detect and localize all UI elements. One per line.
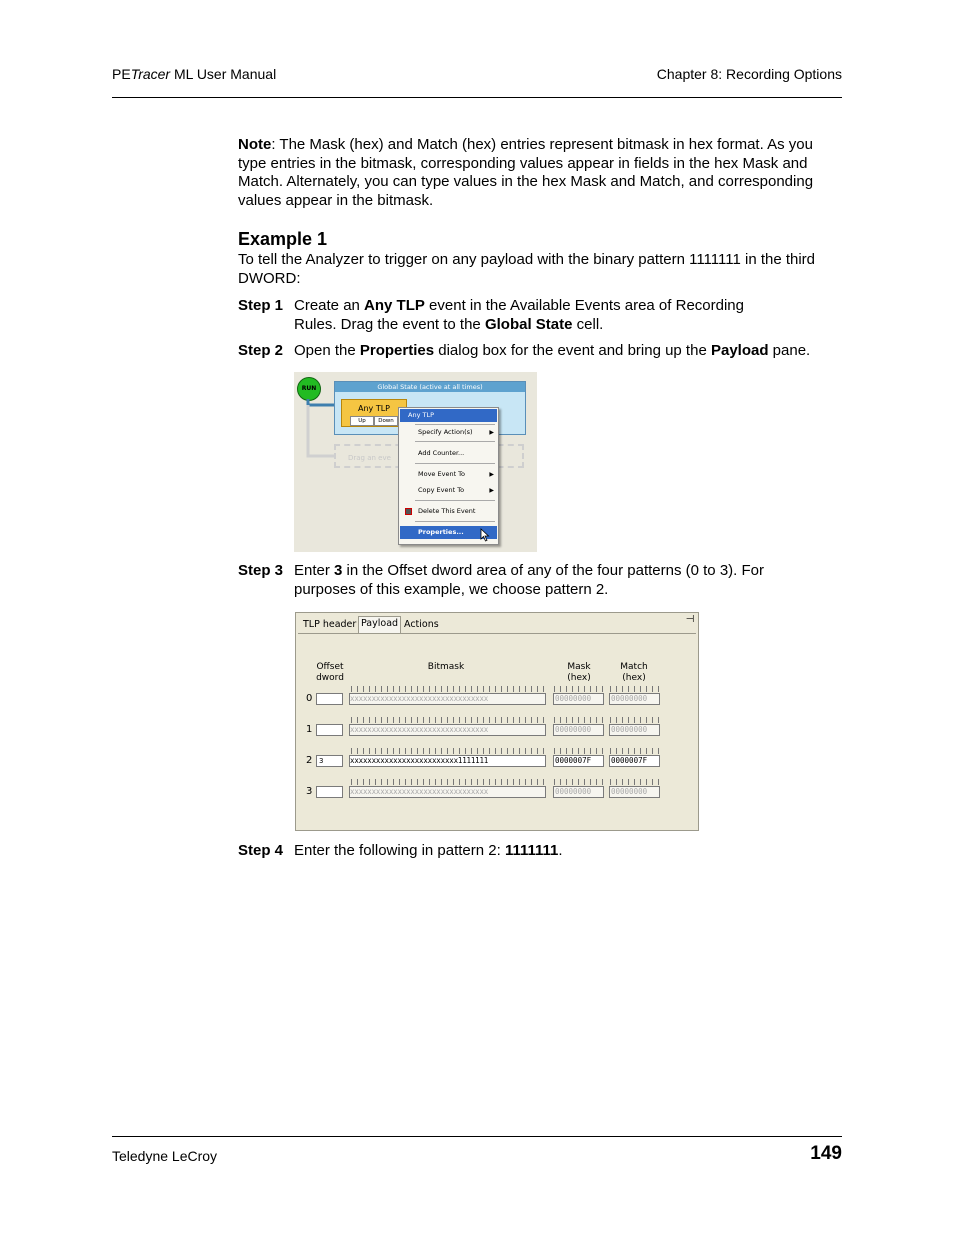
bitmask-ticks	[351, 748, 544, 754]
running-header-title: PETracer ML User Manual	[112, 66, 277, 82]
pattern-row-number: 1	[306, 724, 313, 735]
match-hex-input[interactable]: 00000000	[609, 693, 660, 705]
page-number: 149	[810, 1143, 842, 1164]
step-2-label: Step 2	[238, 342, 284, 359]
offset-dword-input[interactable]	[316, 786, 343, 798]
footer-rule	[112, 1136, 842, 1137]
submenu-arrow-icon: ▶	[489, 487, 494, 494]
offset-dword-input[interactable]: 3	[316, 755, 343, 767]
mask-ticks	[554, 779, 603, 785]
match-hex-input[interactable]: 00000000	[609, 724, 660, 736]
mask-ticks	[554, 748, 603, 754]
step-1-text: Create an Any TLP event in the Available Events area of Recording Rules. Drag the event to the Global State cell.	[294, 297, 744, 333]
pattern-row-number: 2	[306, 755, 313, 766]
step-4-label: Step 4	[238, 842, 284, 859]
any-tlp-label: Any TLP	[358, 404, 390, 413]
match-ticks	[610, 717, 659, 723]
tab-payload[interactable]: Payload	[358, 616, 401, 634]
mask-hex-input[interactable]: 0000007F	[553, 755, 604, 767]
running-header-chapter: Chapter 8: Recording Options	[656, 66, 842, 82]
menu-item-properties[interactable]: Properties...	[400, 526, 497, 539]
event-context-menu	[398, 407, 499, 545]
run-state-icon: RUN	[297, 377, 321, 401]
match-hex-input[interactable]: 0000007F	[609, 755, 660, 767]
down-link[interactable]: Down	[374, 416, 398, 426]
up-link[interactable]: Up	[350, 416, 374, 426]
bitmask-input[interactable]: xxxxxxxxxxxxxxxxxxxxxxxxx1111111	[349, 755, 546, 767]
menu-separator	[415, 424, 495, 425]
match-ticks	[610, 748, 659, 754]
bitmask-input[interactable]: xxxxxxxxxxxxxxxxxxxxxxxxxxxxxxxx	[349, 786, 546, 798]
footer-company: Teledyne LeCroy	[112, 1148, 218, 1164]
header-rule	[112, 97, 842, 98]
pattern-row-number: 3	[306, 786, 313, 797]
match-hex-input[interactable]: 00000000	[609, 786, 660, 798]
mask-ticks	[554, 686, 603, 692]
bitmask-ticks	[351, 779, 544, 785]
step-4-text: Enter the following in pattern 2: 1111111.	[294, 842, 563, 859]
step-3-label: Step 3	[238, 562, 284, 579]
drag-drop-placeholder: Drag an eve	[334, 444, 524, 468]
note-paragraph: Note: The Mask (hex) and Match (hex) entries represent bitmask in hex format. As you type entries in the bitmask, corresponding values appear in fields in the hex Mask and Match. Alternately, you can type values in the hex Mask and Match, and corresponding values appear in the bitmask.	[238, 136, 814, 209]
global-state-title: Global State (active at all times)	[335, 382, 525, 392]
menu-separator	[415, 500, 495, 501]
offset-dword-input[interactable]	[316, 693, 343, 705]
mask-hex-input[interactable]: 00000000	[553, 786, 604, 798]
mask-ticks	[554, 717, 603, 723]
example-heading: Example 1	[238, 229, 328, 249]
pin-icon[interactable]: ⊣	[685, 614, 695, 625]
tab-actions[interactable]: Actions	[404, 619, 439, 630]
mouse-cursor-icon	[480, 528, 490, 542]
delete-icon	[405, 508, 412, 515]
menu-item-delete-event[interactable]: Delete This Event	[400, 505, 497, 518]
step-1-label: Step 1	[238, 297, 284, 314]
menu-separator	[415, 463, 495, 464]
menu-item-move-event[interactable]: Move Event To ▶	[400, 468, 497, 481]
mask-hex-input[interactable]: 00000000	[553, 693, 604, 705]
menu-item-copy-event[interactable]: Copy Event To ▶	[400, 484, 497, 497]
bitmask-ticks	[351, 717, 544, 723]
match-ticks	[610, 686, 659, 692]
submenu-arrow-icon: ▶	[489, 429, 494, 436]
tab-tlp-header[interactable]: TLP header	[303, 619, 357, 630]
pattern-row-number: 0	[306, 693, 313, 704]
offset-dword-input[interactable]	[316, 724, 343, 736]
match-ticks	[610, 779, 659, 785]
step-3-text: Enter 3 in the Offset dword area of any of the four patterns (0 to 3). For purposes of this example, we choose pattern 2.	[294, 562, 764, 598]
column-mask-hex: Mask (hex)	[567, 662, 591, 683]
menu-separator	[415, 521, 495, 522]
bitmask-ticks	[351, 686, 544, 692]
mask-hex-input[interactable]: 00000000	[553, 724, 604, 736]
example-intro: To tell the Analyzer to trigger on any payload with the binary pattern 1111111 in the third DWORD:	[238, 251, 816, 287]
bitmask-input[interactable]: xxxxxxxxxxxxxxxxxxxxxxxxxxxxxxxx	[349, 724, 546, 736]
bitmask-input[interactable]: xxxxxxxxxxxxxxxxxxxxxxxxxxxxxxxx	[349, 693, 546, 705]
menu-item-specify-actions[interactable]: Specify Action(s) ▶	[400, 426, 497, 439]
column-bitmask: Bitmask	[427, 662, 465, 672]
column-match-hex: Match (hex)	[620, 662, 648, 683]
menu-item-any-tlp[interactable]: Any TLP	[400, 409, 497, 422]
recording-rules-screenshot	[294, 372, 537, 552]
step-2-text: Open the Properties dialog box for the event and bring up the Payload pane.	[294, 342, 811, 359]
menu-separator	[415, 441, 495, 442]
payload-pane-screenshot	[295, 612, 699, 831]
column-offset-dword: Offset dword	[316, 662, 344, 683]
menu-item-add-counter[interactable]: Add Counter...	[418, 449, 465, 457]
tab-strip-border	[298, 633, 696, 634]
submenu-arrow-icon: ▶	[489, 471, 494, 478]
